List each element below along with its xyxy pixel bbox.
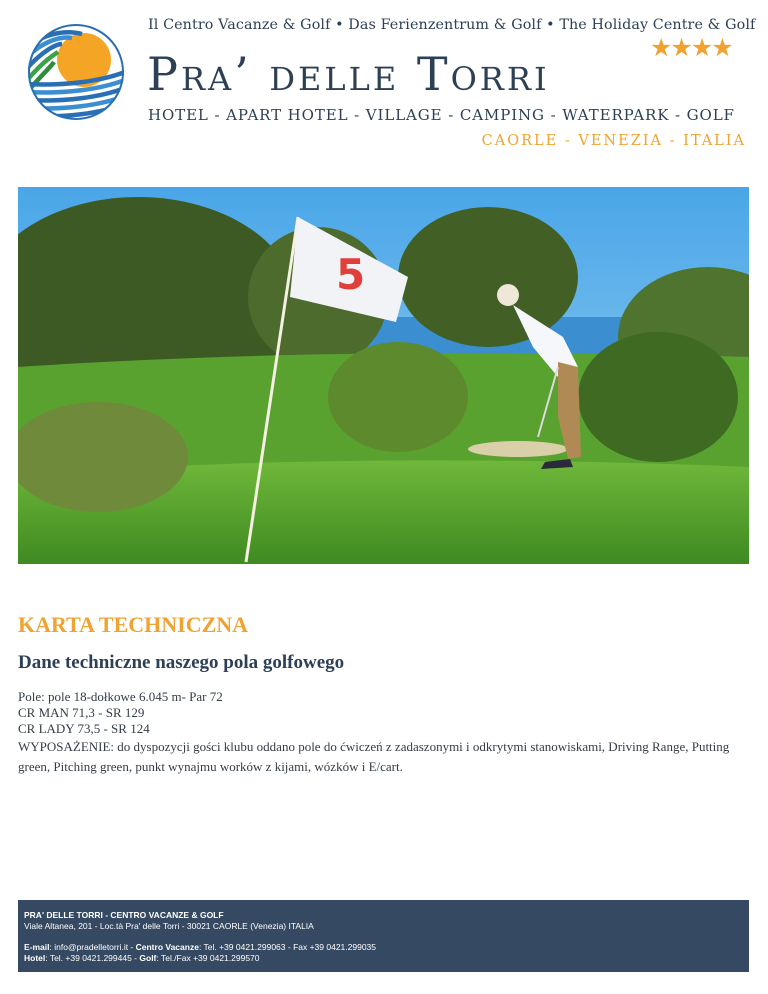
section-subtitle: Dane techniczne naszego pola golfowego — [18, 652, 345, 673]
email-link[interactable]: : info@pradelletorri.it - — [49, 942, 136, 952]
equipment-paragraph: WYPOSAŻENIE: do dyspozycji gości klubu oddano pole do ćwiczeń z zadaszonymi i odkrytymi stanowiskami, Driving Range, Putting green, Pitching green, punkt wynajmu worków z kijami, wózków i E/cart. — [18, 739, 730, 774]
footer-email-line — [24, 942, 743, 953]
centro-phone: : Tel. +39 0421.299063 - Fax +39 0421.299035 — [198, 942, 377, 952]
golf-label: Golf — [139, 953, 157, 963]
golf-phone: : Tel./Fax +39 0421.299570 — [156, 953, 260, 963]
course-details — [18, 689, 750, 777]
hotel-label: Hotel — [24, 953, 46, 963]
flag-number: 5 — [336, 250, 366, 299]
course-length-line: Pole: pole 18-dołkowe 6.045 m- Par 72 — [18, 689, 223, 704]
golfer-on-green-photo — [18, 187, 749, 564]
footer-address: Viale Altanea, 201 - Loc.tà Pra' delle Torri - 30021 CAORLE (Venezia) ITALIA — [24, 921, 314, 931]
cr-man-line: CR MAN 71,3 - SR 129 — [18, 705, 145, 720]
sun-waves-logo-icon — [22, 22, 130, 122]
hotel-phone: : Tel. +39 0421.299445 - — [45, 953, 140, 963]
page-header — [0, 0, 768, 170]
header-location: CAORLE - VENEZIA - ITALIA — [481, 133, 746, 149]
footer-title: PRA' DELLE TORRI - CENTRO VACANZE & GOLF — [24, 910, 224, 920]
brand-name: Pra’ delle Torri — [147, 47, 550, 101]
email-label: E-mail — [24, 942, 50, 952]
centro-label: Centro Vacanze — [135, 942, 199, 952]
footer-hotel-line — [24, 953, 743, 964]
section-title: KARTA TECHNICZNA — [18, 612, 249, 637]
rating-stars-icon: ★★★★ — [650, 35, 732, 62]
header-tagline: Il Centro Vacanze & Golf • Das Ferienzentrum & Golf • The Holiday Centre & Golf — [148, 17, 756, 33]
header-services: HOTEL - APART HOTEL - VILLAGE - CAMPING - WATERPARK - GOLF — [148, 106, 735, 124]
cr-lady-line: CR LADY 73,5 - SR 124 — [18, 721, 150, 736]
contact-footer — [18, 900, 749, 972]
